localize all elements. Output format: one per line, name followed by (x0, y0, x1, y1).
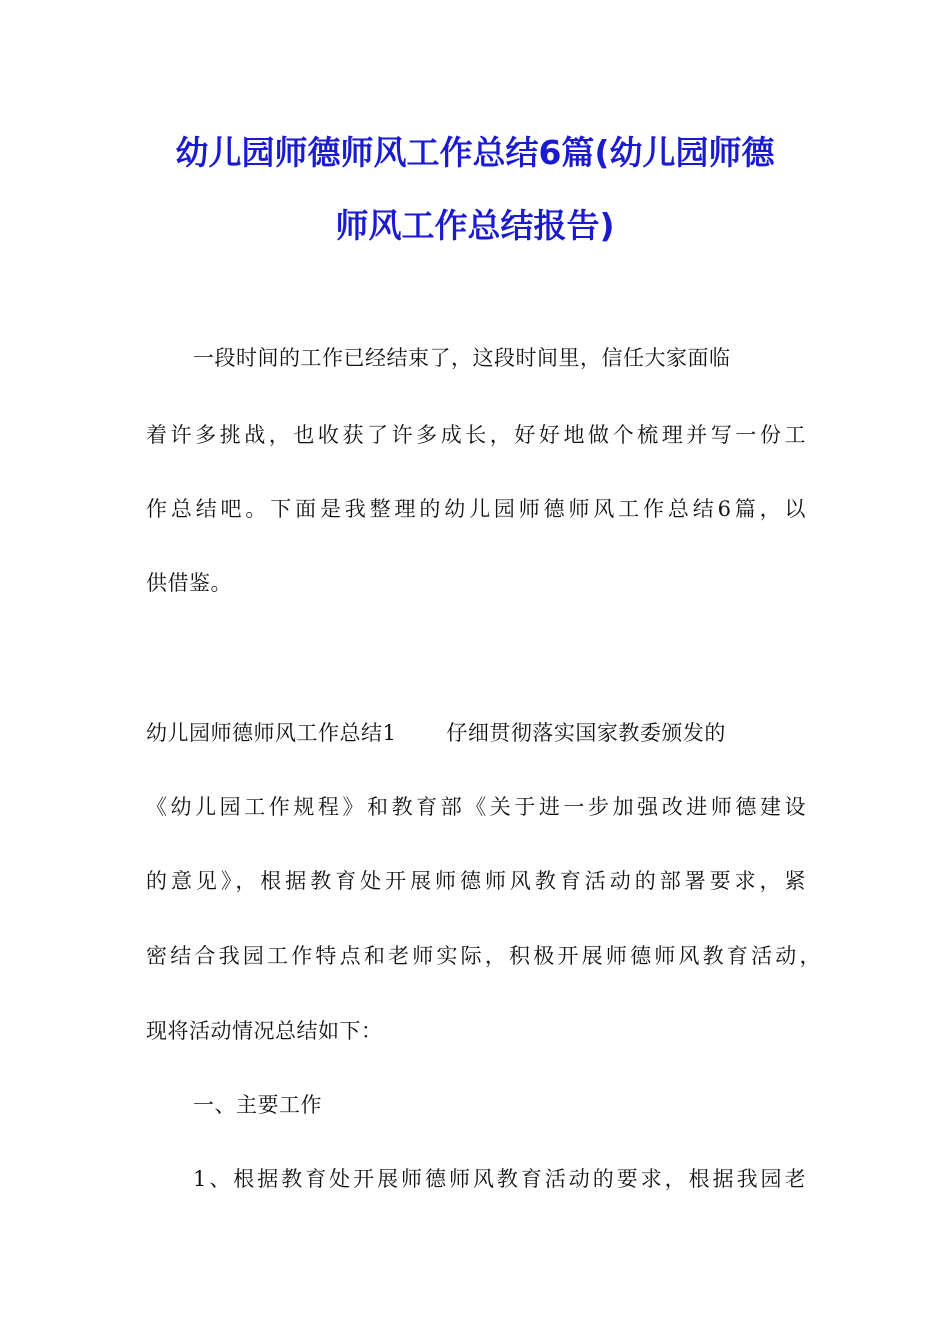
intro-paragraph-line-3: 作总结吧。下面是我整理的幼儿园师德师风工作总结6篇，以 (146, 497, 806, 521)
section1-paragraph-line-2: 《幼儿园工作规程》和教育部《关于进一步加强改进师德建设 (146, 795, 806, 819)
intro-paragraph-line-2: 着许多挑战，也收获了许多成长，好好地做个梳理并写一份工 (146, 423, 806, 447)
section1-subheading: 一、主要工作 (193, 1093, 322, 1117)
document-title-line-1: 幼儿园师德师风工作总结6篇(幼儿园师德 (175, 133, 775, 172)
section1-paragraph-line-3: 的意见》，根据教育处开展师德师风教育活动的部署要求，紧 (146, 869, 806, 893)
intro-paragraph-line-4: 供借鉴。 (146, 571, 232, 595)
section1-paragraph-line-4: 密结合我园工作特点和老师实际，积极开展师德师风教育活动， (146, 944, 821, 968)
section1-paragraph-line-5: 现将活动情况总结如下： (146, 1019, 383, 1043)
section1-first-line (146, 718, 806, 748)
section1-heading: 幼儿园师德师风工作总结1 (146, 721, 397, 745)
document-title-line-2: 师风工作总结报告) (335, 206, 615, 245)
section1-first-line-text: 仔细贯彻落实国家教委颁发的 (446, 721, 726, 745)
intro-paragraph-line-1: 一段时间的工作已经结束了，这段时间里，信任大家面临 (193, 346, 731, 370)
section1-item-1: 1、根据教育处开展师德师风教育活动的要求，根据我园老 (193, 1167, 806, 1191)
